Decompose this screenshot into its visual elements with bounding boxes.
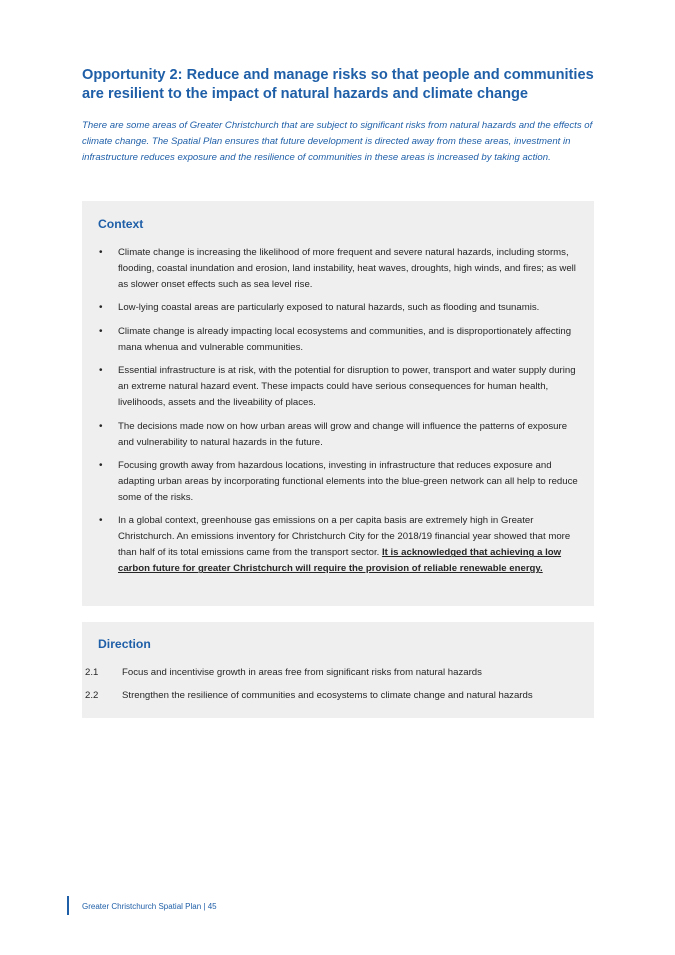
context-bullet-list	[82, 245, 594, 585]
direction-list	[82, 665, 594, 711]
direction-item	[82, 665, 594, 681]
bullet-icon: •	[99, 365, 103, 377]
context-bullet	[82, 458, 594, 506]
context-bullet	[82, 513, 594, 577]
context-bullet	[82, 419, 594, 451]
bullet-icon: •	[99, 459, 103, 471]
direction-text: Strengthen the resilience of communities and ecosystems to climate change and natural hazards	[122, 690, 533, 701]
bullet-icon: •	[99, 247, 103, 258]
bullet-emphasis: It is acknowledged that achieving a low carbon future for greater Christchurch will require the provision of reliable renewable energy.	[118, 547, 562, 575]
context-bullet	[82, 363, 594, 411]
direction-item	[82, 688, 594, 704]
direction-text: Focus and incentivise growth in areas free from significant risks from natural hazards	[122, 667, 482, 678]
bullet-text: Focusing growth away from hazardous locations, investing in infrastructure that reduces exposure and adapting urban areas by incorporating functional elements into the blue-green network can all help to reduce some of the risks.	[118, 459, 578, 503]
context-bullet	[82, 300, 594, 316]
direction-number: 2.2	[85, 690, 99, 701]
bullet-text: In a global context, greenhouse gas emissions on a per capita basis are extremely high in Greater Christchurch. An emissions inventory for Christchurch City for the 2018/19 financial year showed that more than half of its total emissions came from the transport sector.	[118, 515, 571, 559]
bullet-text: Low-lying coastal areas are particularly exposed to natural hazards, such as flooding and tsunamis.	[118, 302, 540, 314]
bullet-icon: •	[99, 515, 103, 527]
bullet-icon: •	[99, 325, 103, 337]
bullet-text: Climate change is increasing the likelihood of more frequent and severe natural hazards, including storms, flooding, coastal inundation and erosion, land instability, heat waves, droughts, high winds, and fires; as well as slower onset effects such as sea level rise.	[118, 247, 576, 290]
bullet-icon: •	[99, 302, 103, 314]
direction-title: Direction	[98, 637, 151, 651]
footer-accent-bar	[67, 896, 69, 915]
context-title: Context	[98, 217, 144, 231]
bullet-text: Essential infrastructure is at risk, with the potential for disruption to power, transport and water supply during an extreme natural hazard event. These impacts could have serious consequences for human health, livelihoods, assets and the liveability of places.	[118, 365, 576, 409]
footer-page-label: Greater Christchurch Spatial Plan | 45	[82, 902, 217, 911]
bullet-icon: •	[99, 420, 103, 432]
context-bullet	[82, 324, 594, 356]
direction-box	[82, 622, 594, 718]
intro-paragraph: There are some areas of Greater Christchurch that are subject to significant risks from natural hazards and the effects of climate change. The Spatial Plan ensures that future development is directed away from these areas, investment in infrastructure reduces exposure and the resilience of communities in these areas is increased by taking action.	[82, 120, 593, 164]
bullet-text: The decisions made now on how urban areas will grow and change will influence the patterns of exposure and vulnerability to natural hazards in the future.	[118, 420, 568, 448]
bullet-text: Climate change is already impacting local ecosystems and communities, and is disproportionately affecting mana whenua and vulnerable communities.	[118, 325, 572, 353]
context-box	[82, 201, 594, 606]
context-bullet	[82, 245, 594, 293]
direction-number: 2.1	[85, 667, 99, 678]
page-heading: Opportunity 2: Reduce and manage risks so that people and communities are resilient to the impact of natural hazards and climate change	[82, 67, 594, 102]
